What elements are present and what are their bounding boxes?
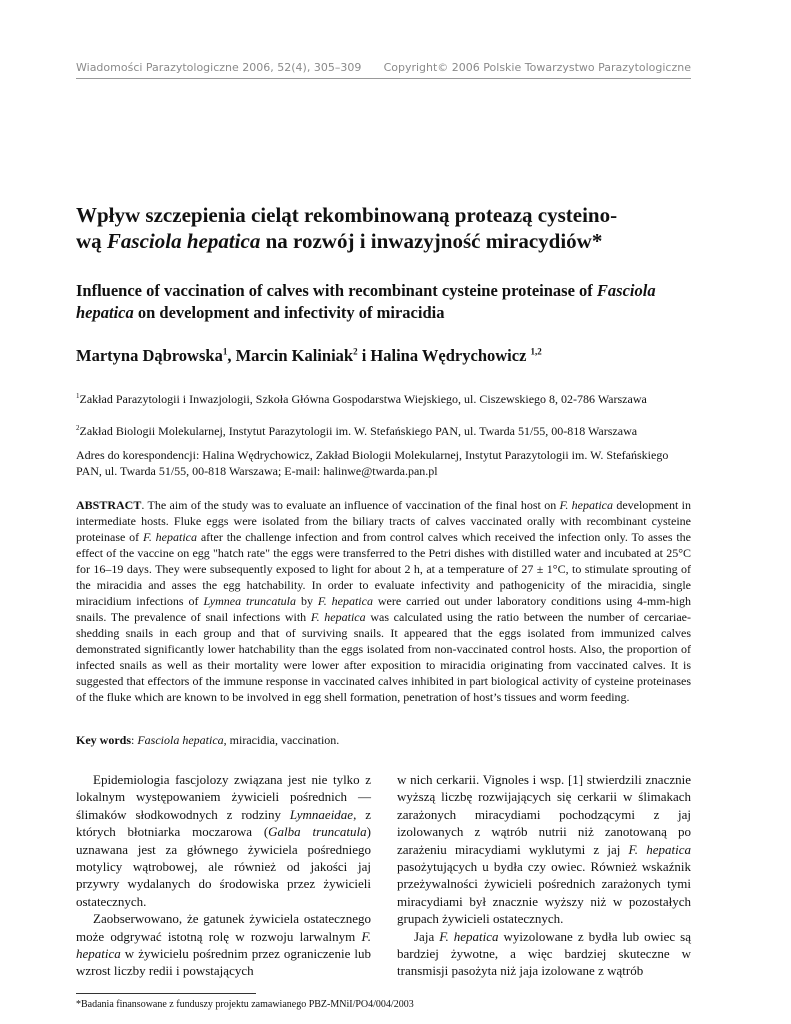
body-taxon: F. hepatica (76, 928, 371, 962)
body-paragraph (76, 910, 371, 980)
footnote: *Badania finansowane z funduszy projektu zamawianego PBZ-MNiI/PO4/004/2003 (76, 999, 414, 1010)
footnote-rule (76, 993, 256, 994)
header-rule (76, 78, 691, 79)
body-taxon: F. hepatica (628, 841, 691, 857)
abstract-label: ABSTRACT (76, 498, 142, 512)
body-column-left (76, 771, 371, 980)
english-title-species: Fasciola hepatica (76, 281, 656, 322)
body-paragraph (76, 771, 371, 910)
body-column-right (397, 771, 691, 980)
author-2: , Marcin Kaliniak (227, 346, 354, 365)
abstract-species: F. hepatica (317, 594, 373, 608)
abstract-species: F. hepatica (559, 498, 613, 512)
abstract-species: F. hepatica (310, 610, 366, 624)
body-text: ) uznawana jest za głównego żywiciela pośredniego motylicy wątrobowej, ale również od jakości jaj przywry wydalanych do środowiska przez żywicieli ostatecznych. (76, 824, 371, 909)
abstract-text: development in intermediate hosts. Fluke eggs were isolated from the biliary tracts of calves vaccinated orally with recombinant cysteine proteinase of (76, 498, 691, 544)
title-line-2a: wą (76, 229, 107, 253)
abstract-text: after the challenge infection and from control calves which received the infection only. To asses the effect of the vaccine on egg "hatch rate" the eggs were transferred to the Petri dishes with distilled water and incubated at 25°C for 16–19 days. They were subsequently exposed to light for about 2 h, at a temperature of 27 ± 1°C, to stimulate sprouting of the miracidia and asses the egg hatchability. In order to evaluate infectivity and pathogenicity of the miracidia, single miracidium infections of (76, 530, 692, 608)
abstract-text: were carried out under laboratory conditions using 4-mm-high snails. The prevalence of snail infections with (76, 594, 692, 624)
keywords-sep: : (131, 733, 138, 747)
english-title-a: Influence of vaccination of calves with recombinant cysteine proteinase of (76, 281, 597, 300)
title-species: Fasciola hepatica (106, 229, 261, 253)
title-line-1: Wpływ szczepienia cieląt rekombinowaną proteazą cysteino- (76, 203, 618, 227)
body-text: w żywicielu pośrednim przez ograniczenie lub wzrost liczby redii i powstających (76, 946, 371, 979)
body-taxon: Lymnaeidae (289, 806, 354, 822)
copyright-notice: Copyright© 2006 Polskie Towarzystwo Parazytologiczne (383, 61, 691, 74)
affiliation-2-text: Zakład Biologii Molekularnej, Instytut Parazytologii im. W. Stefańskiego PAN, ul. Twarda 51/55, 00-818 Warszawa (79, 424, 638, 438)
abstract-text: . The aim of the study was to evaluate an influence of vaccination of the final host on (141, 498, 560, 512)
author-1: Martyna Dąbrowska (76, 346, 223, 365)
running-header (76, 61, 691, 74)
affiliation-2-num: 2 (76, 424, 80, 432)
body-taxon: F. hepatica (439, 928, 499, 944)
body-paragraph (397, 771, 691, 928)
keyword-species: Fasciola hepatica (137, 733, 224, 747)
body-text: wyizolowane z bydła lub owiec są bardziej żywotne, a więc bardziej skuteczne w transmisji pasożyta niż jaja izolowane z wątrób (397, 928, 691, 979)
affiliation-2 (76, 420, 691, 439)
keywords (76, 733, 691, 748)
body-text: Epidemiologia fascjolozy związana jest nie tylko z lokalnym występowaniem żywicieli pośrednich — ślimaków słodkowodnych z rodziny (76, 772, 371, 822)
body-text: pasożytujących u bydła czy owiec. Również wskaźnik przeżywalności żywicieli pośrednich zarażonych tymi miracydiami był znacznie wyższy niż w pozostałych grupach żywicieli ostatecznych. (397, 859, 691, 927)
keywords-label: Key words (76, 733, 131, 747)
author-3: i Halina Wędrychowicz (357, 346, 531, 365)
paper-title (76, 202, 691, 254)
abstract-species: F. hepatica (143, 530, 197, 544)
keywords-rest: , miracidia, vaccination. (223, 733, 340, 747)
body-text: Jaja (414, 928, 440, 944)
body-taxon: Galba truncatula (268, 824, 367, 840)
body-text: , z których błotniarka moczarowa ( (76, 806, 371, 840)
abstract-text: by (296, 594, 318, 608)
author-2-affil: 2 (353, 346, 358, 357)
affiliation-1-text: Zakład Parazytologii i Inwazjologii, Szkoła Główna Gospodarstwa Wiejskiego, ul. Ciszewskiego 8, 02-786 Warszawa (79, 392, 647, 406)
body-paragraph (397, 928, 691, 980)
english-title (76, 280, 691, 324)
affiliation-1-num: 1 (76, 392, 80, 400)
abstract-species: Lymnea truncatula (203, 594, 297, 608)
author-3-affil: 1,2 (530, 346, 542, 357)
body-text: w nich cerkarii. Vignoles i wsp. [1] stwierdzili znacznie wyższą liczbę rozwijających się cerkarii w ślimakach zarażonych miracydiami pochodzącymi z jaj izolowanych z wątrób nutrii niż zanotowaną po zarażeniu miracydiami wyklutymi z jaj (397, 772, 691, 857)
body-text: Zaobserwowano, że gatunek żywiciela ostatecznego może odgrywać istotną rolę w rozwoju larwalnym (76, 911, 371, 944)
title-line-2b: na rozwój i inwazyjność miracydiów* (260, 229, 603, 253)
author-1-affil: 1 (222, 346, 228, 357)
author-list (76, 346, 691, 366)
abstract (76, 497, 691, 705)
abstract-text: was calculated using the ratio between the number of cercariae-shedding snails in each group and that of surviving snails. It appeared that the eggs isolated from immunized calves demonstrated significantly lower hatchability than the eggs isolated from non-vaccinated control hosts. Also, the proportion of infected snails as well as their mortality were lower after exposition to miracidia originating from vaccinated calves. It is suggested that effectors of the immune response in vaccinated calves inhibited in part biological activity of cysteine proteinases of the fluke which are known to be involved in egg shell formation, penetration of host’s tissues and worm feeding. (76, 610, 691, 704)
english-title-b: on development and infectivity of miracidia (133, 303, 445, 322)
correspondence-address: Adres do korespondencji: Halina Wędrychowicz, Zakład Biologii Molekularnej, Instytut Parazytologii im. W. Stefańskiego PAN, ul. Twarda 51/55, 00-818 Warszawa; E-mail: halinwe@twarda.pan.pl (76, 448, 669, 478)
affiliation-1 (76, 388, 691, 407)
journal-citation: Wiadomości Parazytologiczne 2006, 52(4), 305–309 (76, 61, 362, 74)
